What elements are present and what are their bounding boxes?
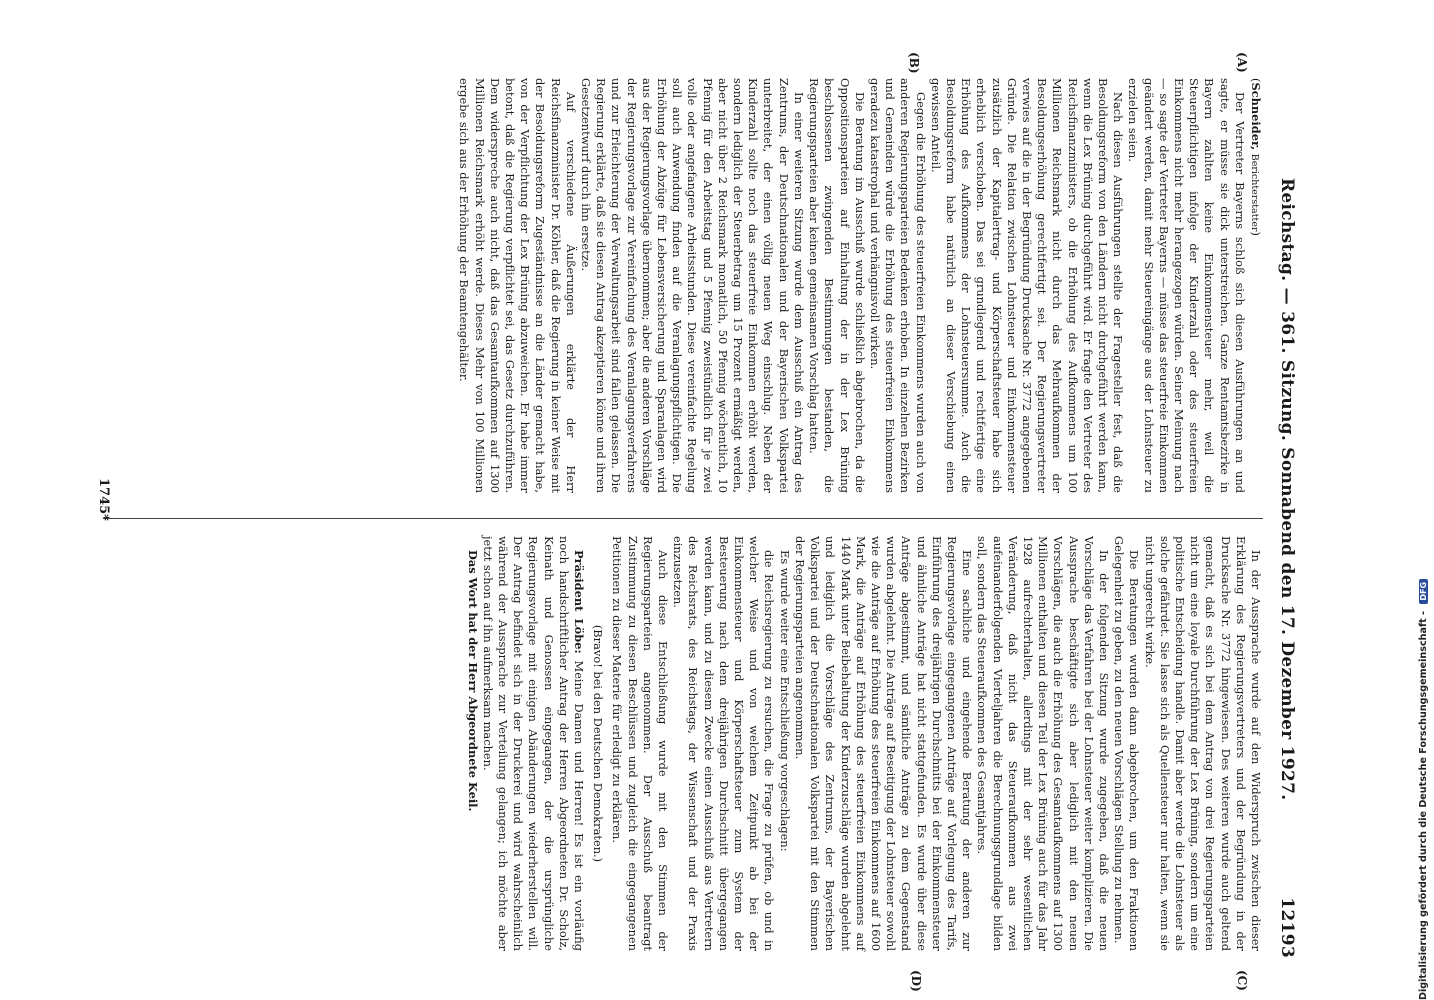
paragraph: In der Aussprache wurde auf den Widerspruch zwischen dieser Erklärung des Regierungsvertreters und der Begründung in der Drucksache Nr. 3772 hingewiesen. Des weiteren wurde auch geltend gemacht, daß es sich bei dem Antrag von drei Regierungsparteien nicht um eine loyale Durchführung der Lex Brüning, sondern um eine politische Entscheidung handle. Damit aber werde die Lohnsteuer als solche gefährdet. Sie lasse sich als Quellensteuer nur halten, wenn sie nicht ungerecht wirke. xyxy=(1142,536,1263,951)
margin-marker-d: (D) xyxy=(909,970,923,992)
paragraph: Die Beratungen wurden dann abgebrochen, um den Fraktionen Gelegenheit zu geben, zu den neuen Vorschlägen Stellung zu nehmen. xyxy=(1112,536,1142,951)
credit-text: Digitalisierung gefördert durch die Deutsche Forschungsgemeinschaft - xyxy=(1418,610,1429,1000)
header-page-number: 12193 xyxy=(1277,897,1297,958)
applause-note: (Bravo! bei den Deutschen Demokraten.) xyxy=(591,624,606,863)
speaker-name: Schneider, xyxy=(1249,82,1263,151)
paragraph: Der Vertreter Bayerns schloß sich diesen Ausführungen an und sagte, er müsse sie dick unterstreichen. Ganze Rentamtsbezirke in Bayern zahlten keine Einkommensteuer mehr, weil die Steuerpflichtigen infolge der Kinderzahl oder des steuerfreien Einkommens nicht mehr herangezogen würden. Seiner Meinung nach — so sagte der Vertreter Bayerns — müsse das steuerfreie Einkommen geändert werden, damit mehr Steuereingänge aus der Lohnsteuer zu erzielen seien. xyxy=(1126,78,1247,493)
dfg-logo-icon: DFG xyxy=(1419,579,1428,604)
margin-marker-c: (C) xyxy=(1235,970,1249,991)
paragraph: Eine sachliche und eingehende Beratung der anderen zur Regierungsvorlage eingegangenen Anträge auf Vorlegung des Tarifs, Einführung des dreijährigen Durchschnitts bei der Einkommensteuer und ähnliche Anträge hat nicht stattgefunden. Es wurde über diese Anträge abgestimmt, und sämtliche Anträge zu dem Gegenstand wurden abgelehnt. Die Anträge auf Beseitigung der Lohnsteuer sowohl wie die Anträge auf Erhöhung des steuerfreien Einkommens auf 1600 Mark, die Anträge auf Erhöhung des steuerfreien Einkommens auf 1440 Mark unter Beibehaltung der Kinderzuschläge wurden abgelehnt und lediglich die Vorschläge des Zentrums, der Bayerischen Volkspartei und der Deutschnationalen Volkspartei mit den Stimmen der Regierungsparteien angenommen. xyxy=(792,536,975,951)
speaker-line: (Schneider, Berichterstatter) xyxy=(1249,78,1263,236)
running-header xyxy=(1271,78,1297,958)
sheet-number: 1745* xyxy=(96,478,111,521)
left-column xyxy=(456,78,1263,493)
header-title: Reichstag. — 361. Sitzung. Sonnabend den 17. Dezember 1927. xyxy=(1277,178,1297,801)
paragraph: Auch diese Entschließung wurde mit den Stimmen der Regierungsparteien angenommen. Der Ausschuß beantragt Zustimmung zu diesen Beschlüssen und zugleich die eingegangenen Petitionen zu dieser Materie für erledigt zu erklären. xyxy=(610,536,671,951)
paragraph: Gegen die Erhöhung des steuerfreien Einkommens wurden auch von anderen Regierungsparteien Bedenken erhoben. In einzelnen Bezirken und Gemeinden würde die Erhöhung des steuerfreien Einkommens geradezu katastrophal und verhängnisvoll wirken. xyxy=(867,78,928,493)
resolution-text: die Reichsregierung zu ersuchen, die Frage zu prüfen, ob und in welcher Weise und von welchem Zeitpunkt ab bei der Einkommensteuer und Körperschaftsteuer zum System der Besteuerung nach dem dreijährigen Durchschnitt übergegangen werden kann, und zu diesem Zwecke einen Ausschuß aus Vertretern des Reichsrats, des Reichstags, der Wissenschaft und der Praxis einzusetzen. xyxy=(671,536,777,951)
speaker-role: Berichterstatter xyxy=(1249,153,1260,232)
digitization-credit xyxy=(1418,579,1429,1000)
president-name: Präsident Löbe: xyxy=(572,550,587,654)
paragraph: In der folgenden Sitzung wurde zugegeben, daß die neuen Vorschläge das Verfahren bei der Lohnsteuer weiter komplizieren. Die Aussprache beschäftigte sich aber lediglich mit den neuen Vorschlägen, die auch die Erhöhung des Gesamtaufkommens auf 1300 Millionen enthalten und diesen Teil der Lex Brüning auch für das Jahr 1928 aufrechterhalten, allerdings mit der sehr wesentlichen Veränderung, daß nicht das Steueraufkommen aus zwei aufeinanderfolgenden Vierteljahren die Berechnungsgrundlage bilden soll, sondern das Steueraufkommen des Gesamtjahres. xyxy=(975,536,1111,951)
margin-marker-a: (A) xyxy=(1235,52,1249,73)
paragraph: In einer weiteren Sitzung wurde dem Ausschuß ein Antrag des Zentrums, der Deutschnationalen und der Bayerischen Volkspartei unterbreitet, der einen völlig neuen Weg einschlug. Neben der Kinderzahl sollte noch das steuerfreie Einkommen erhöht werden, sondern lediglich der Steuerbetrag um 15 Prozent ermäßigt werden, aber nicht über 2 Reichsmark monatlich, 50 Pfennig wöchentlich, 10 Pfennig für den Arbeitstag und 5 Pfennig zweistündlich für je zwei volle oder angefangene Arbeitsstunden. Diese vereinfachte Regelung soll auch Anwendung finden auf die Veranlagungspflichtigen. Die Erhöhung der Abzüge für Lebensversicherung und Sparanlagen wird aus der Regierungsvorlage übernommen; aber die anderen Vorschläge der Regierungsvorlage zur Vereinfachung des Veranlagungsverfahrens und zur Erleichterung der Verwaltungsarbeit sind fallen gelassen. Die Regierung erklärte, daß sie diesen Antrag akzeptieren könne und ihren Gesetzentwurf durch ihn ersetze. xyxy=(579,78,806,493)
margin-marker-b: (B) xyxy=(907,52,921,74)
floor-given: Das Wort hat der Herr Abgeordnete Keil. xyxy=(465,550,480,812)
page-content xyxy=(95,52,1307,992)
column-divider xyxy=(103,518,1263,519)
paragraph: Nach diesen Ausführungen stellte der Fragesteller fest, daß die Besoldungsreform von den Ländern nicht durchgeführt werden kann, wenn die Lex Brüning durchgeführt wird. Er fragte den Vertreter des Reichsfinanzministers, ob die Erhöhung des Aufkommens um 100 Millionen Reichsmark nicht durch das Mehraufkommen der Besoldungserhöhung gerechtfertigt sei. Der Regierungsvertreter verwies auf die in der Begründung Drucksache Nr. 3772 angegebenen Gründe. Die Relation zwischen Lohnsteuer und Einkommensteuer zusätzlich der Kapitalertrag- und Körperschaftsteuer habe sich erheblich verschoben. Das sei grundlegend und rechtfertige eine Erhöhung des Aufkommens der Lohnsteuersumme. Auch die Besoldungsreform habe natürlich an dieser Verschiebung einen gewissen Anteil. xyxy=(928,78,1126,493)
president-paragraph xyxy=(480,536,586,951)
paragraph: Auf verschiedene Äußerungen erklärte der Herr Reichsfinanzminister Dr. Köhler, daß die Regierung in keiner Weise mit der Besoldungsreform Zugeständnisse an die Länder gemacht habe, von der Verpflichtung der Lex Brüning abzuweichen. Er habe immer betont, daß die Regierung verpflichtet sei, das Gesetz durchzuführen. Dem widerspreche auch nicht, daß das Gesamtaufkommen auf 1300 Millionen Reichsmark erhöht werde. Dieses Mehr von 100 Millionen ergebe sich aus der Erhöhung der Beamtengehälter. xyxy=(457,78,578,493)
paragraph: Die Beratung im Ausschuß wurde schließlich abgebrochen, da die Oppositionsparteien auf Einhaltung der in der Lex Brüning beschlossenen zwingenden Bestimmungen bestanden, die Regierungsparteien aber keinen gemeinsamen Vorschlag hatten. xyxy=(807,78,867,493)
president-speech: Meine Damen und Herren! Es ist ein vorläufig noch handschriftlicher Antrag der Herren Abgeordneten Dr. Scholz, Keinath und Genossen eingegangen, der die ursprüngliche Regierungsvorlage mit einigen Abänderungen wiederherstellen will. Der Antrag befindet sich in der Druckerei und wird wahrscheinlich während der Aussprache zur Verteilung gelangen; ich möchte aber jetzt schon auf ihn aufmerksam machen. xyxy=(480,536,587,951)
right-column xyxy=(464,536,1263,951)
paragraph: Es wurde weiter eine Entschließung vorgeschlagen: xyxy=(777,550,792,852)
